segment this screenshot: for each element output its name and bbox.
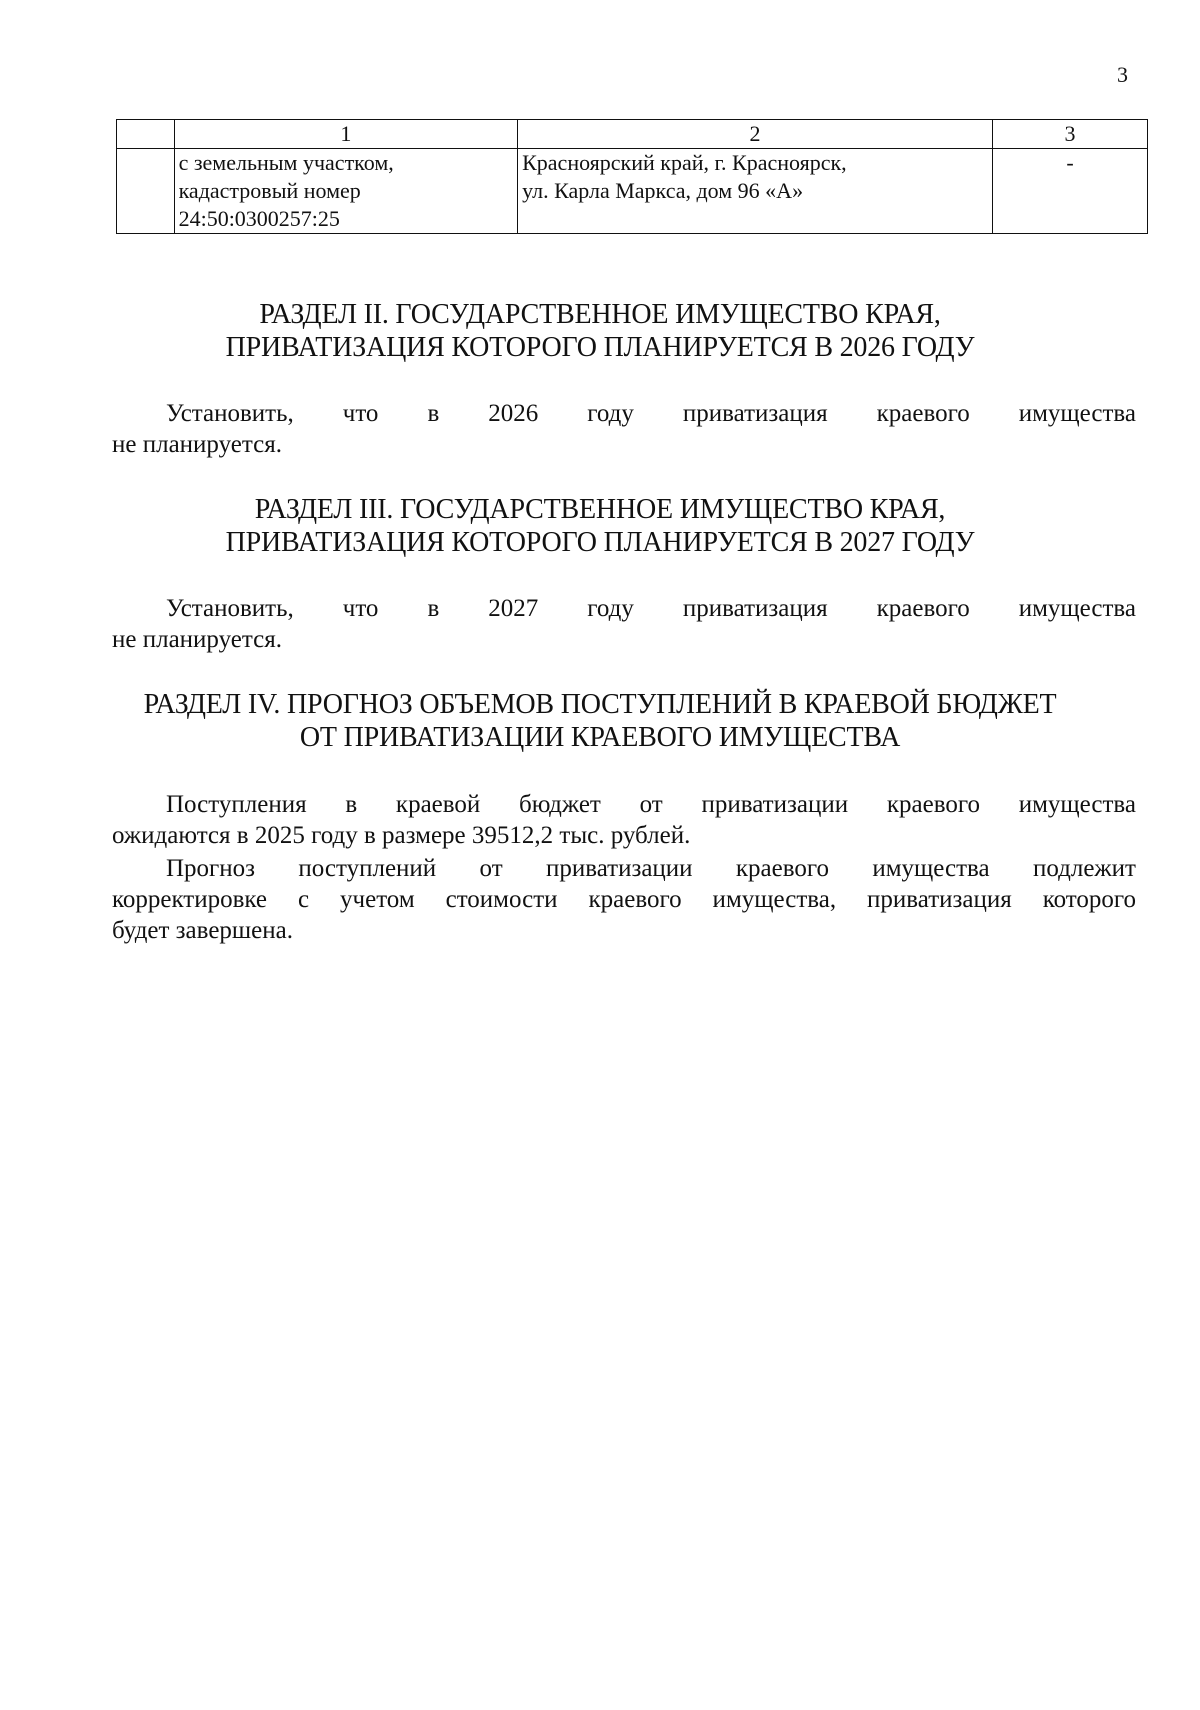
section-3-title	[80, 493, 1120, 559]
address-line-1: Красноярский край, г. Красноярск,	[522, 150, 847, 175]
section-2-title-line-2: ПРИВАТИЗАЦИЯ КОТОРОГО ПЛАНИРУЕТСЯ В 2026 ГОДУ	[225, 332, 975, 363]
table-cell-address	[518, 149, 993, 234]
section-4-p2-line-2: корректировке с учетом стоимости краевого имущества, приватизация которого	[112, 886, 1136, 913]
section-3-paragraph	[112, 593, 1136, 655]
section-2-text-line-2: не планируется.	[112, 431, 282, 458]
table-header-row	[117, 120, 1148, 149]
section-4-paragraph-1	[112, 789, 1136, 851]
table-cell-number	[117, 149, 175, 234]
object-line-1: с земельным участком,	[178, 150, 394, 175]
section-2-title-line-1: РАЗДЕЛ II. ГОСУДАРСТВЕННОЕ ИМУЩЕСТВО КРАЯ,	[259, 299, 941, 330]
object-line-2: кадастровый номер	[178, 178, 361, 203]
section-4-p1-line-2: ожидаются в 2025 году в размере 39512,2 тыс. рублей.	[112, 822, 691, 849]
table-header-cell-2: 2	[518, 120, 993, 149]
address-line-2: ул. Карла Маркса, дом 96 «А»	[522, 178, 804, 203]
table-row	[117, 149, 1148, 234]
property-table	[116, 119, 1148, 234]
section-4-title	[80, 688, 1120, 754]
section-2-paragraph	[112, 398, 1136, 460]
table-header-cell-1: 1	[174, 120, 518, 149]
section-3-text-line-1: Установить, что в 2027 году приватизация краевого имущества	[166, 595, 1136, 622]
section-3-title-line-2: ПРИВАТИЗАЦИЯ КОТОРОГО ПЛАНИРУЕТСЯ В 2027 ГОДУ	[225, 527, 975, 558]
table-header-cell-3: 3	[993, 120, 1148, 149]
section-4-p1-line-1: Поступления в краевой бюджет от приватизации краевого имущества	[166, 791, 1136, 818]
table-header-cell-0	[117, 120, 175, 149]
object-line-3: 24:50:0300257:25	[178, 206, 340, 231]
section-3-title-line-1: РАЗДЕЛ III. ГОСУДАРСТВЕННОЕ ИМУЩЕСТВО КРАЯ,	[254, 494, 946, 525]
section-4-p2-line-3: будет завершена.	[112, 917, 293, 944]
section-2-title	[80, 298, 1120, 364]
section-4-title-line-2: ОТ ПРИВАТИЗАЦИИ КРАЕВОГО ИМУЩЕСТВА	[299, 722, 901, 753]
section-3-text-line-2: не планируется.	[112, 626, 282, 653]
section-4-paragraph-2	[112, 853, 1136, 946]
page-number: 3	[1117, 62, 1128, 87]
table-cell-note: -	[993, 149, 1148, 234]
section-4-title-line-1: РАЗДЕЛ IV. ПРОГНОЗ ОБЪЕМОВ ПОСТУПЛЕНИЙ В КРАЕВОЙ БЮДЖЕТ	[143, 689, 1057, 720]
section-2-text-line-1: Установить, что в 2026 году приватизация краевого имущества	[166, 400, 1136, 427]
section-4-p2-line-1: Прогноз поступлений от приватизации краевого имущества подлежит	[166, 855, 1136, 882]
table-cell-object	[174, 149, 518, 234]
